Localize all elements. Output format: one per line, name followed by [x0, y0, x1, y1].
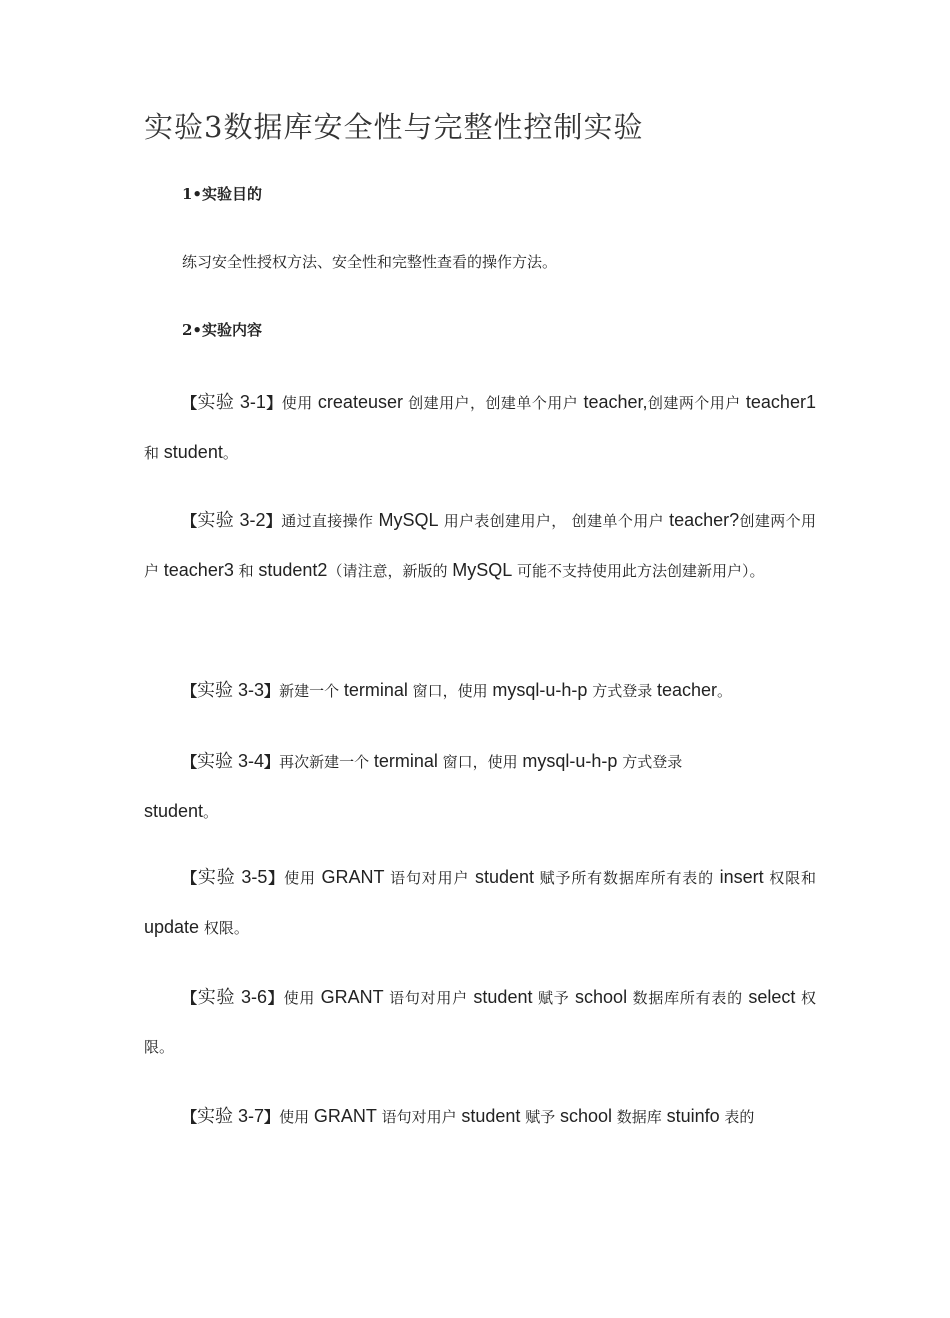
text-part: teacher3 [163, 560, 234, 580]
text-part: 创建两个用户 [144, 512, 816, 580]
text-part: select [748, 987, 796, 1007]
experiment-label-close: 】 [265, 394, 282, 412]
experiment-label-close: 】 [264, 1108, 280, 1126]
text-part: update [144, 917, 200, 937]
experiment-3-5 [144, 853, 816, 953]
text-part: 方式登录 [587, 682, 657, 700]
experiment-3-1 [144, 378, 816, 478]
section-heading-purpose: 1•实验目的 [182, 185, 263, 203]
text-part: school [575, 987, 628, 1007]
text-part: （请注意，新版的 [327, 562, 453, 580]
text-part: 和 [144, 444, 164, 462]
experiment-label-close: 】 [265, 512, 282, 530]
experiment-label-open: 【 [182, 1108, 198, 1126]
text-part: terminal [343, 680, 408, 700]
text-part: teacher1 [745, 392, 816, 412]
text-part: student [473, 987, 533, 1007]
experiment-label-open: 【 [182, 512, 198, 530]
experiment-label: 实验 3-1 [197, 392, 266, 412]
experiment-label: 实验 3-6 [197, 987, 268, 1007]
text-part: 创建用户，创建单个用户 [402, 394, 584, 412]
text-part: terminal [373, 751, 438, 771]
text-part: 赋予 [520, 1108, 560, 1126]
text-part: 权限。 [144, 989, 816, 1056]
text-part: MySQL [452, 560, 513, 580]
text-part: 数据库 [612, 1108, 667, 1126]
experiment-label-open: 【 [182, 753, 198, 771]
text-part: 方式登录 [617, 753, 683, 771]
text-part: teacher? [669, 510, 740, 530]
experiment-label-close: 】 [267, 869, 285, 887]
text-part: createuser [317, 392, 403, 412]
text-part: 窗口，使用 [437, 753, 523, 771]
text-part: 权限和 [763, 869, 816, 887]
experiment-label: 实验 3-4 [197, 751, 265, 771]
text-part: 语句对用户 [376, 1108, 462, 1126]
text-part: 赋予所有数据库所有表的 [534, 869, 720, 887]
text-part: 。 [717, 682, 733, 700]
text-part: 再次新建一个 [279, 753, 374, 771]
text-part: 权限。 [199, 919, 249, 937]
text-part: MySQL [378, 510, 439, 530]
text-part: 窗口，使用 [407, 682, 493, 700]
text-part: 可能不支持使用此方法创建新用户）。 [512, 562, 765, 580]
section-heading-content: 2•实验内容 [182, 321, 263, 339]
document-title: 实验3数据库安全性与完整性控制实验 [144, 110, 644, 144]
experiment-label-close: 】 [264, 682, 280, 700]
experiment-label-open: 【 [182, 682, 198, 700]
purpose-text: 练习安全性授权方法、安全性和完整性查看的操作方法。 [182, 253, 558, 271]
text-part: 。 [203, 803, 219, 821]
experiment-3-2 [144, 496, 816, 596]
text-part: 用户表创建用户， 创建单个用户 [438, 512, 670, 530]
text-part: student [474, 867, 535, 887]
text-part: 新建一个 [279, 682, 344, 700]
text-part: student2 [258, 560, 328, 580]
text-part: 创建两个用户 [647, 394, 746, 412]
text-part: GRANT [313, 1106, 377, 1126]
text-part: mysql-u-h-p [492, 680, 588, 700]
text-part: 数据库所有表的 [627, 989, 749, 1007]
text-part: 语句对用户 [384, 869, 475, 887]
experiment-label-open: 【 [182, 989, 198, 1007]
text-part: GRANT [320, 987, 384, 1007]
experiment-label: 实验 3-3 [197, 680, 265, 700]
text-part: 使用 [279, 1108, 314, 1126]
text-part: student [144, 801, 204, 821]
text-part: student [461, 1106, 521, 1126]
text-part: insert [719, 867, 764, 887]
text-part: school [559, 1106, 613, 1126]
experiment-label: 实验 3-7 [197, 1106, 265, 1126]
experiment-label-open: 【 [182, 869, 198, 887]
experiment-label-close: 】 [267, 989, 284, 1007]
text-part: student [163, 442, 223, 462]
experiment-label-close: 】 [264, 753, 280, 771]
experiment-label: 实验 3-2 [197, 510, 266, 530]
text-part: 使用 [283, 989, 321, 1007]
text-part: 使用 [284, 869, 322, 887]
text-part: stuinfo [666, 1106, 720, 1126]
experiment-3-7 [144, 1092, 816, 1142]
experiment-label: 实验 3-5 [197, 867, 268, 887]
text-part: mysql-u-h-p [522, 751, 618, 771]
text-part: 通过直接操作 [281, 512, 379, 530]
text-part: GRANT [321, 867, 385, 887]
experiment-3-4 [144, 737, 744, 837]
text-part: 使用 [281, 394, 318, 412]
text-part: 赋予 [532, 989, 576, 1007]
experiment-3-3 [144, 666, 816, 716]
text-part: teacher, [583, 392, 648, 412]
experiment-label-open: 【 [182, 394, 198, 412]
text-part: 表的 [719, 1108, 755, 1126]
experiment-3-6 [144, 973, 816, 1072]
text-part: 和 [233, 562, 259, 580]
text-part: 语句对用户 [383, 989, 474, 1007]
text-part: 。 [222, 444, 238, 462]
text-part: teacher [657, 680, 718, 700]
